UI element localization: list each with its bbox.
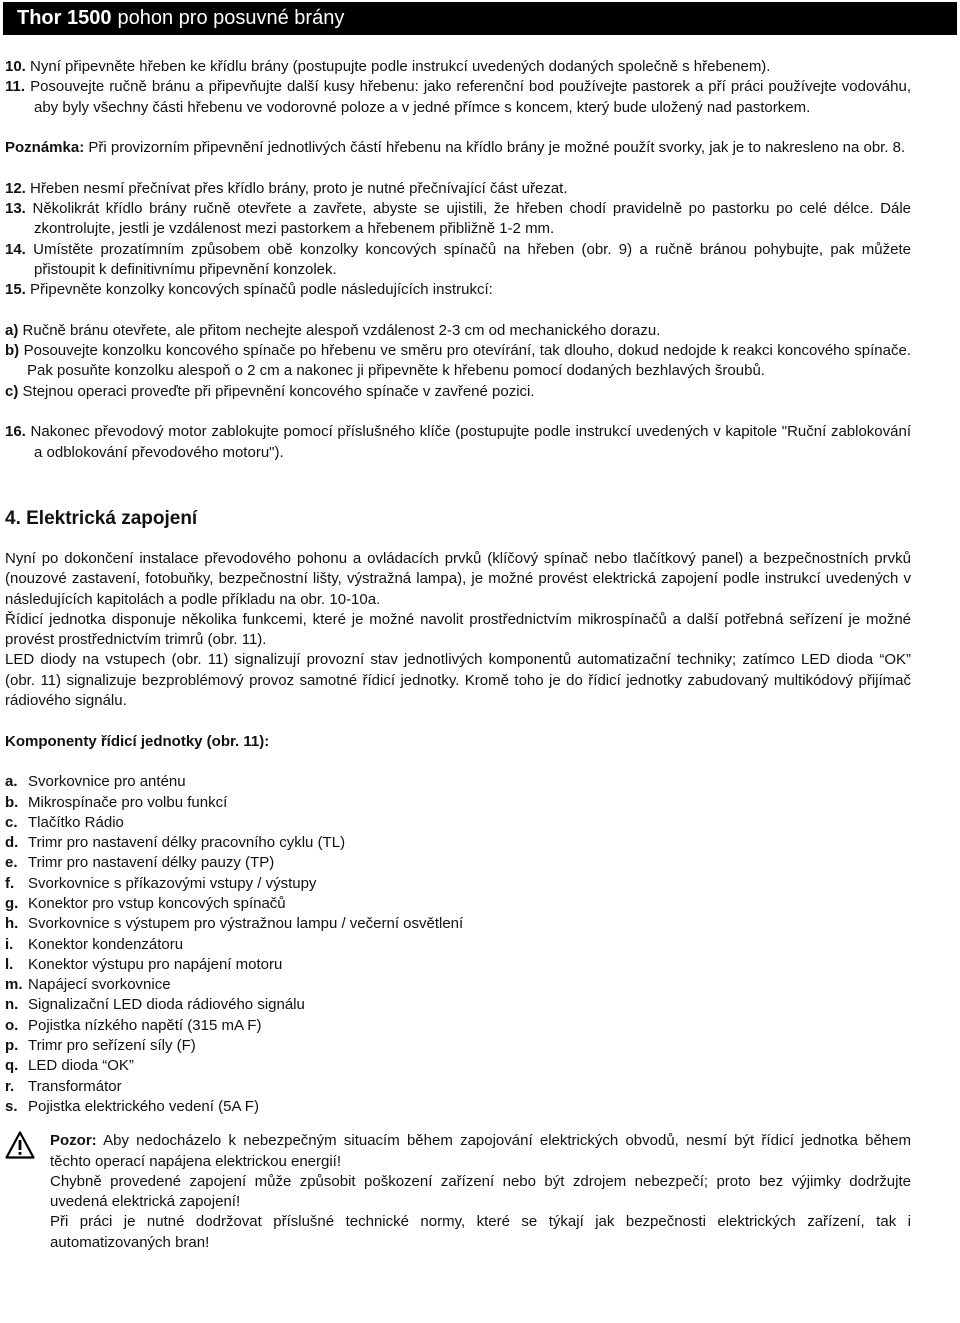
component-item bbox=[5, 995, 911, 1015]
step-13: 13. Několikrát křídlo brány ručně otevřete a zavřete, abyste se ujistili, že hřeben chodí pravidelně po pastorku po celé délce. Dále zkontrolujte, jestli je vzdálenost mezi pastorkem a hřebenem přibližně 1-2 mm. bbox=[5, 200, 912, 238]
component-key: e. bbox=[5, 854, 18, 872]
header-title-bold: Thor 1500 bbox=[17, 7, 112, 30]
section-paragraph: Řídicí jednotka disponuje několika funkcemi, které je možné navolit prostřednictvím mikrospínačů a další potřebná seřízení je možné provést prostřednictvím trimrů (obr. 11). bbox=[5, 610, 911, 649]
component-item bbox=[5, 914, 911, 934]
component-item bbox=[5, 955, 911, 975]
component-item bbox=[5, 975, 911, 995]
note: Poznámka: Při provizorním připevnění jednotlivých částí hřebenu na křídlo brány je možné použít svorky, jak je to nakresleno na obr. 8. bbox=[5, 139, 906, 157]
component-key: o. bbox=[5, 1016, 19, 1034]
document-content bbox=[5, 57, 911, 1253]
component-text: Mikrospínače pro volbu funkcí bbox=[28, 793, 228, 811]
component-key: f. bbox=[5, 874, 15, 892]
component-item bbox=[5, 874, 911, 894]
component-key: l. bbox=[5, 955, 14, 973]
component-text: Svorkovnice s příkazovými vstupy / výstupy bbox=[28, 874, 317, 892]
step-11: 11. Posouvejte ručně bránu a připevňujte další kusy hřebenu: jako referenční bod používejte pastorek a pří práci používejte vodováhu, aby byly všechny části hřebenu ve vodorovné poloze a v jedné přímce s koncem, který bude uložený nad pastorkem. bbox=[5, 78, 911, 116]
warning-triangle-icon bbox=[5, 1131, 50, 1253]
component-text: Trimr pro nastavení délky pracovního cyklu (TL) bbox=[28, 834, 346, 852]
components-list bbox=[5, 772, 911, 1117]
component-key: b. bbox=[5, 793, 19, 811]
component-item bbox=[5, 853, 911, 873]
component-text: Tlačítko Rádio bbox=[28, 813, 124, 831]
component-text: Pojistka elektrického vedení (5A F) bbox=[28, 1097, 259, 1115]
component-key: p. bbox=[5, 1037, 19, 1055]
component-key: h. bbox=[5, 915, 19, 933]
step-14: 14. Umístěte prozatímním způsobem obě konzolky koncových spínačů na hřeben (obr. 9) a ručně bránou pohybujte, pak můžete přistoupit k definitivnímu připevnění konzolek. bbox=[5, 240, 911, 278]
section-paragraph: Nyní po dokončení instalace převodového pohonu a ovládacích prvků (klíčový spínač nebo tlačítkový panel) a bezpečnostních prvků (nouzové zastavení, fotobuňky, bezpečnostní lišty, výstražná lampa), je možné provést elektrická zapojení podle instrukcí uvedených v následujících kapitolách a podle příkladu na obr. 10-10a. bbox=[5, 549, 911, 608]
component-text: Napájecí svorkovnice bbox=[28, 976, 171, 994]
component-text: Transformátor bbox=[28, 1077, 122, 1095]
component-text: Svorkovnice s výstupem pro výstražnou lampu / večerní osvětlení bbox=[28, 915, 464, 933]
substep-b: b) Posouvejte konzolku koncového spínače po hřebenu ve směru pro otevírání, tak dlouho, dokud nedojde k reakci koncového spínače. Pak posuňte konzolku alespoň o 2 cm a nakonec ji připevněte k hřebenu pomocí dodaných bezhlavých šroubů. bbox=[5, 342, 911, 380]
component-text: Pojistka nízkého napětí (315 mA F) bbox=[28, 1016, 262, 1034]
component-item bbox=[5, 1036, 911, 1056]
component-text: Signalizační LED dioda rádiového signálu bbox=[28, 996, 305, 1014]
component-key: c. bbox=[5, 813, 18, 831]
component-item bbox=[5, 1016, 911, 1036]
section-paragraph: LED diody na vstupech (obr. 11) signalizují provozní stav jednotlivých komponentů automatizační techniky; zatímco LED dioda “OK” (obr. 11) signalizuje bezproblémový provoz samotné řídicí jednotky. Kromě toho je do řídicí jednotky zabudovaný multikódový přijímač rádiového signálu. bbox=[5, 651, 911, 710]
components-title: Komponenty řídicí jednotky (obr. 11): bbox=[5, 732, 270, 750]
document-page bbox=[5, 2, 911, 1253]
component-item bbox=[5, 1056, 911, 1076]
component-key: q. bbox=[5, 1057, 19, 1075]
component-key: g. bbox=[5, 894, 19, 912]
component-key: r. bbox=[5, 1077, 15, 1095]
component-text: Konektor výstupu pro napájení motoru bbox=[28, 955, 283, 973]
step-16: 16. Nakonec převodový motor zablokujte pomocí příslušného klíče (postupujte podle instrukcí uvedených v kapitole "Ruční zablokování a odblokování převodového motoru"). bbox=[5, 423, 911, 461]
component-item bbox=[5, 1097, 911, 1117]
component-item bbox=[5, 793, 911, 813]
component-text: Konektor kondenzátoru bbox=[28, 935, 184, 953]
step-12: 12. Hřeben nesmí přečnívat přes křídlo brány, proto je nutné přečnívající část uřezat. bbox=[5, 179, 568, 197]
component-text: Trimr pro nastavení délky pauzy (TP) bbox=[28, 854, 275, 872]
component-item bbox=[5, 813, 911, 833]
component-item bbox=[5, 1077, 911, 1097]
component-text: Trimr pro seřízení síly (F) bbox=[28, 1037, 196, 1055]
page-header bbox=[3, 2, 957, 35]
component-text: Konektor pro vstup koncových spínačů bbox=[28, 894, 286, 912]
component-key: s. bbox=[5, 1097, 18, 1115]
component-key: n. bbox=[5, 996, 19, 1014]
component-item bbox=[5, 894, 911, 914]
component-text: Svorkovnice pro anténu bbox=[28, 773, 186, 791]
component-key: i. bbox=[5, 935, 14, 953]
component-item bbox=[5, 833, 911, 853]
component-key: m. bbox=[5, 976, 23, 994]
component-item bbox=[5, 772, 911, 792]
warning-label: Pozor: bbox=[50, 1132, 97, 1150]
substep-a: a) Ručně bránu otevřete, ale přitom nechejte alespoň vzdálenost 2-3 cm od mechanického dorazu. bbox=[5, 321, 661, 339]
header-title-rest: pohon pro posuvné brány bbox=[117, 7, 345, 30]
step-15: 15. Připevněte konzolky koncových spínačů podle následujících instrukcí: bbox=[5, 281, 493, 299]
component-item bbox=[5, 935, 911, 955]
component-key: a. bbox=[5, 773, 18, 791]
warning-text: Pozor: Aby nedocházelo k nebezpečným situacím během zapojování elektrických obvodů, nesmí být řídicí jednotka během těchto operací napájena elektrickou energií! Chybně provedené zapojení může způsobit poškození zařízení nebo být zdrojem nebezpečí; proto bez výjimky dodržujte uvedená elektrická zapojení! Při práci je nutné dodržovat příslušné technické normy, které se týkají jak bezpečnosti elektrických zařízení, tak i automatizovaných bran! bbox=[50, 1132, 911, 1251]
step-10: 10. Nyní připevněte hřeben ke křídlu brány (postupujte podle instrukcí uvedených dodaných společně s hřebenem). bbox=[5, 58, 771, 75]
warning-box bbox=[5, 1131, 911, 1253]
section-title: 4. Elektrická zapojení bbox=[5, 507, 198, 529]
component-text: LED dioda “OK” bbox=[28, 1057, 134, 1075]
component-key: d. bbox=[5, 834, 19, 852]
substep-c: c) Stejnou operaci proveďte při připevnění koncového spínače v zavřené pozici. bbox=[5, 382, 535, 400]
